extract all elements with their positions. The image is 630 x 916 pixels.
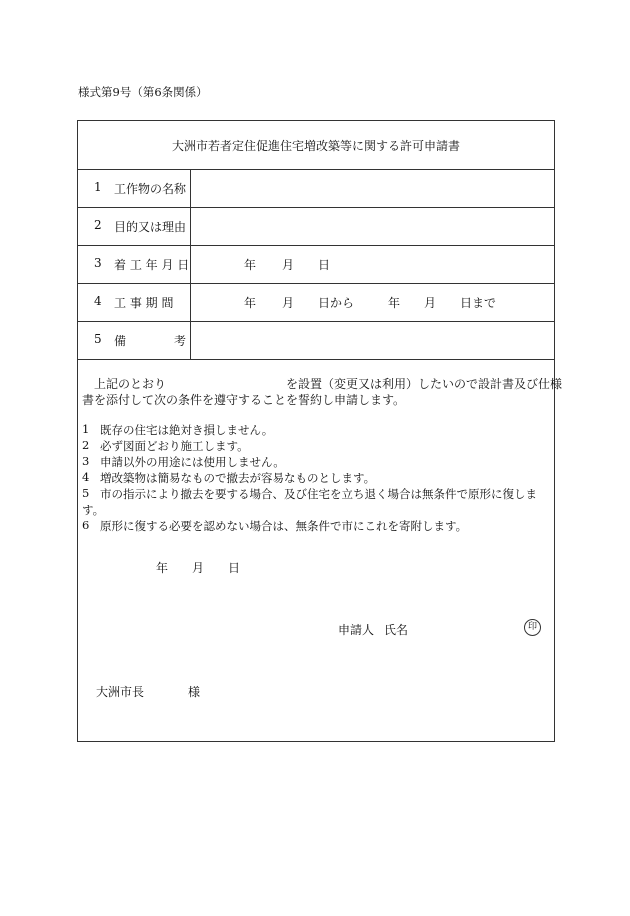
row-label: 工作物の名称 — [114, 182, 187, 196]
row-label: 考 — [174, 334, 187, 348]
row-number: 5 — [94, 332, 102, 346]
start-day-label: 日 — [318, 258, 331, 272]
remarks-field[interactable] — [192, 321, 554, 359]
document-title: 大洲市若者定住促進住宅増改築等に関する許可申請書 — [171, 139, 460, 153]
title-row — [78, 121, 554, 170]
row-number: 3 — [94, 256, 102, 270]
row-construction-period — [78, 283, 554, 322]
application-year-label: 年 — [156, 561, 169, 575]
row-start-date — [78, 245, 554, 284]
application-month-label: 月 — [192, 561, 205, 575]
row-label: 目的又は理由 — [114, 220, 187, 234]
row-label: 備 — [114, 334, 127, 348]
row-number: 4 — [94, 294, 102, 308]
row-structure-name — [78, 169, 554, 208]
structure-name-field[interactable] — [192, 169, 554, 207]
application-form: 大洲市若者定住促進住宅増改築等に関する許可申請書 1 工作物の名称 2 目的又は理由 3 着 工 年 月 日 年 月 日 4 工 事 期 間 年 月 日から 年 月 日まで 5 備 考 上記のとおり を設置（変更又は利用）したいので設計書及び仕様 書を添付して次の条件を遵守することを誓約し申請します。 1 既存の住宅は絶対き損しません。 2 必ず図面どおり施工します。 3 申請以外の用途には使用しません。 4 増改築物は簡易なもので撤去が容易なものとします。 5 市の指示により撤去を要する場合、及び住宅を立ち退く場合は無条件で原形に復しま す。 6 原形に復する必要を認めない場合は、無条件で市にこれを寄附します。 年 月 日 申請人 氏名 印 大洲市長 様 — [77, 120, 555, 742]
row-purpose — [78, 207, 554, 246]
period-end-month-label: 月 — [424, 296, 437, 310]
row-label: 工 事 期 間 — [114, 296, 174, 310]
form-number: 様式第9号（第6条関係） — [78, 85, 208, 99]
period-end-day-label: 日まで — [460, 296, 497, 310]
period-start-day-label: 日から — [318, 296, 355, 310]
row-number: 2 — [94, 218, 102, 232]
period-start-month-label: 月 — [282, 296, 295, 310]
start-year-label: 年 — [244, 258, 257, 272]
period-start-year-label: 年 — [244, 296, 257, 310]
row-remarks — [78, 321, 554, 360]
period-end-year-label: 年 — [388, 296, 401, 310]
purpose-field[interactable] — [192, 207, 554, 245]
addressee-honorific: 様 — [188, 685, 201, 699]
applicant-label: 申請人 — [338, 623, 375, 637]
row-label: 着 工 年 月 日 — [114, 258, 190, 272]
application-day-label: 日 — [228, 561, 241, 575]
seal-icon: 印 — [524, 619, 541, 636]
addressee-mayor: 大洲市長 — [96, 685, 145, 699]
row-number: 1 — [94, 180, 102, 194]
start-month-label: 月 — [282, 258, 295, 272]
applicant-name-label: 氏名 — [384, 623, 409, 637]
intro-text-start: 上記のとおり — [94, 377, 167, 391]
intro-text-line2: 書を添付して次の条件を遵守することを誓約し申請します。 — [82, 393, 406, 407]
intro-text-continued: を設置（変更又は利用）したいので設計書及び仕様 — [286, 377, 563, 391]
